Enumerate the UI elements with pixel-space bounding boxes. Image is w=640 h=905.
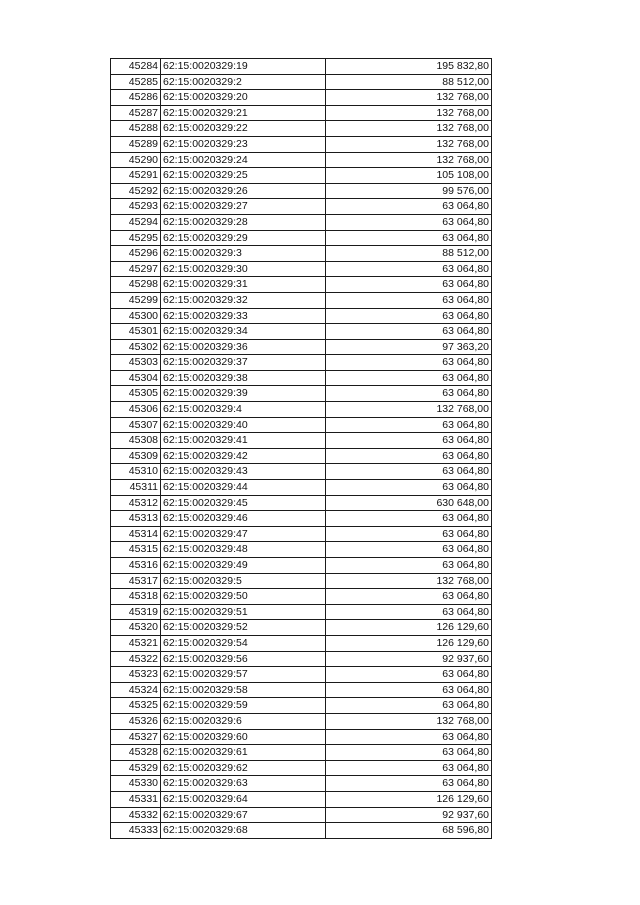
cadastral-value-cell: 63 064,80 <box>326 589 492 605</box>
cadastral-value-cell: 63 064,80 <box>326 604 492 620</box>
table-row <box>111 542 492 558</box>
row-number-cell: 45287 <box>111 105 161 121</box>
row-number-cell: 45315 <box>111 542 161 558</box>
cadastral-value-cell: 63 064,80 <box>326 199 492 215</box>
row-number-cell: 45290 <box>111 152 161 168</box>
cadastral-number-cell: 62:15:0020329:51 <box>161 604 326 620</box>
cadastral-number-cell: 62:15:0020329:34 <box>161 324 326 340</box>
table-row <box>111 324 492 340</box>
cadastral-value-cell: 126 129,60 <box>326 635 492 651</box>
cadastral-number-cell: 62:15:0020329:29 <box>161 230 326 246</box>
cadastral-value-cell: 132 768,00 <box>326 152 492 168</box>
table-row <box>111 495 492 511</box>
row-number-cell: 45292 <box>111 183 161 199</box>
table-row <box>111 183 492 199</box>
cadastral-value-cell: 132 768,00 <box>326 573 492 589</box>
row-number-cell: 45325 <box>111 698 161 714</box>
cadastral-value-cell: 92 937,60 <box>326 651 492 667</box>
cadastral-number-cell: 62:15:0020329:59 <box>161 698 326 714</box>
table-row <box>111 448 492 464</box>
cadastral-number-cell: 62:15:0020329:24 <box>161 152 326 168</box>
row-number-cell: 45306 <box>111 402 161 418</box>
row-number-cell: 45305 <box>111 386 161 402</box>
row-number-cell: 45322 <box>111 651 161 667</box>
row-number-cell: 45311 <box>111 480 161 496</box>
cadastral-number-cell: 62:15:0020329:23 <box>161 136 326 152</box>
row-number-cell: 45284 <box>111 59 161 75</box>
cadastral-value-cell: 63 064,80 <box>326 526 492 542</box>
cadastral-number-cell: 62:15:0020329:3 <box>161 246 326 262</box>
table-row <box>111 698 492 714</box>
cadastral-number-cell: 62:15:0020329:6 <box>161 713 326 729</box>
table-row <box>111 823 492 839</box>
cadastral-value-cell: 63 064,80 <box>326 542 492 558</box>
row-number-cell: 45327 <box>111 729 161 745</box>
table-row <box>111 651 492 667</box>
row-number-cell: 45326 <box>111 713 161 729</box>
cadastral-number-cell: 62:15:0020329:30 <box>161 261 326 277</box>
table-row <box>111 121 492 137</box>
cadastral-number-cell: 62:15:0020329:61 <box>161 745 326 761</box>
cadastral-number-cell: 62:15:0020329:45 <box>161 495 326 511</box>
cadastral-value-cell: 63 064,80 <box>326 433 492 449</box>
cadastral-value-cell: 63 064,80 <box>326 277 492 293</box>
cadastral-value-cell: 63 064,80 <box>326 558 492 574</box>
table-row <box>111 246 492 262</box>
cadastral-value-cell: 63 064,80 <box>326 776 492 792</box>
table-row <box>111 667 492 683</box>
row-number-cell: 45319 <box>111 604 161 620</box>
row-number-cell: 45320 <box>111 620 161 636</box>
cadastral-value-cell: 63 064,80 <box>326 292 492 308</box>
cadastral-number-cell: 62:15:0020329:27 <box>161 199 326 215</box>
table-row <box>111 214 492 230</box>
cadastral-number-cell: 62:15:0020329:62 <box>161 760 326 776</box>
row-number-cell: 45309 <box>111 448 161 464</box>
table-row <box>111 402 492 418</box>
cadastral-value-cell: 63 064,80 <box>326 261 492 277</box>
cadastral-number-cell: 62:15:0020329:40 <box>161 417 326 433</box>
cadastral-number-cell: 62:15:0020329:22 <box>161 121 326 137</box>
row-number-cell: 45323 <box>111 667 161 683</box>
cadastral-number-cell: 62:15:0020329:37 <box>161 355 326 371</box>
cadastral-number-cell: 62:15:0020329:43 <box>161 464 326 480</box>
cadastral-value-table <box>110 58 492 839</box>
table-row <box>111 152 492 168</box>
cadastral-value-cell: 63 064,80 <box>326 417 492 433</box>
row-number-cell: 45288 <box>111 121 161 137</box>
row-number-cell: 45291 <box>111 168 161 184</box>
table-row <box>111 355 492 371</box>
cadastral-number-cell: 62:15:0020329:2 <box>161 74 326 90</box>
row-number-cell: 45295 <box>111 230 161 246</box>
cadastral-number-cell: 62:15:0020329:68 <box>161 823 326 839</box>
cadastral-number-cell: 62:15:0020329:38 <box>161 370 326 386</box>
cadastral-value-cell: 63 064,80 <box>326 464 492 480</box>
row-number-cell: 45285 <box>111 74 161 90</box>
cadastral-number-cell: 62:15:0020329:64 <box>161 791 326 807</box>
cadastral-number-cell: 62:15:0020329:48 <box>161 542 326 558</box>
cadastral-value-cell: 105 108,00 <box>326 168 492 184</box>
row-number-cell: 45303 <box>111 355 161 371</box>
table-row <box>111 168 492 184</box>
row-number-cell: 45296 <box>111 246 161 262</box>
row-number-cell: 45299 <box>111 292 161 308</box>
table-row <box>111 776 492 792</box>
row-number-cell: 45310 <box>111 464 161 480</box>
cadastral-value-cell: 63 064,80 <box>326 480 492 496</box>
row-number-cell: 45316 <box>111 558 161 574</box>
table-row <box>111 729 492 745</box>
cadastral-number-cell: 62:15:0020329:41 <box>161 433 326 449</box>
table-row <box>111 90 492 106</box>
row-number-cell: 45286 <box>111 90 161 106</box>
row-number-cell: 45328 <box>111 745 161 761</box>
cadastral-value-cell: 88 512,00 <box>326 246 492 262</box>
row-number-cell: 45294 <box>111 214 161 230</box>
cadastral-number-cell: 62:15:0020329:47 <box>161 526 326 542</box>
cadastral-value-cell: 63 064,80 <box>326 230 492 246</box>
row-number-cell: 45302 <box>111 339 161 355</box>
row-number-cell: 45307 <box>111 417 161 433</box>
cadastral-number-cell: 62:15:0020329:33 <box>161 308 326 324</box>
table-row <box>111 59 492 75</box>
row-number-cell: 45324 <box>111 682 161 698</box>
cadastral-value-cell: 88 512,00 <box>326 74 492 90</box>
cadastral-number-cell: 62:15:0020329:42 <box>161 448 326 464</box>
table-row <box>111 308 492 324</box>
cadastral-number-cell: 62:15:0020329:20 <box>161 90 326 106</box>
cadastral-number-cell: 62:15:0020329:28 <box>161 214 326 230</box>
row-number-cell: 45297 <box>111 261 161 277</box>
cadastral-value-cell: 132 768,00 <box>326 121 492 137</box>
cadastral-value-cell: 63 064,80 <box>326 698 492 714</box>
table-row <box>111 526 492 542</box>
cadastral-number-cell: 62:15:0020329:31 <box>161 277 326 293</box>
cadastral-value-cell: 97 363,20 <box>326 339 492 355</box>
cadastral-number-cell: 62:15:0020329:57 <box>161 667 326 683</box>
cadastral-value-cell: 630 648,00 <box>326 495 492 511</box>
cadastral-number-cell: 62:15:0020329:56 <box>161 651 326 667</box>
cadastral-number-cell: 62:15:0020329:36 <box>161 339 326 355</box>
cadastral-value-cell: 63 064,80 <box>326 214 492 230</box>
cadastral-number-cell: 62:15:0020329:21 <box>161 105 326 121</box>
table-row <box>111 791 492 807</box>
row-number-cell: 45332 <box>111 807 161 823</box>
cadastral-number-cell: 62:15:0020329:67 <box>161 807 326 823</box>
row-number-cell: 45330 <box>111 776 161 792</box>
cadastral-value-cell: 63 064,80 <box>326 682 492 698</box>
cadastral-value-cell: 63 064,80 <box>326 511 492 527</box>
table-row <box>111 745 492 761</box>
cadastral-value-cell: 63 064,80 <box>326 745 492 761</box>
cadastral-value-cell: 63 064,80 <box>326 667 492 683</box>
cadastral-value-cell: 68 596,80 <box>326 823 492 839</box>
cadastral-number-cell: 62:15:0020329:39 <box>161 386 326 402</box>
row-number-cell: 45313 <box>111 511 161 527</box>
row-number-cell: 45304 <box>111 370 161 386</box>
table-row <box>111 417 492 433</box>
row-number-cell: 45314 <box>111 526 161 542</box>
cadastral-value-cell: 63 064,80 <box>326 308 492 324</box>
cadastral-number-cell: 62:15:0020329:32 <box>161 292 326 308</box>
table-row <box>111 760 492 776</box>
cadastral-number-cell: 62:15:0020329:26 <box>161 183 326 199</box>
cadastral-number-cell: 62:15:0020329:44 <box>161 480 326 496</box>
cadastral-value-cell: 63 064,80 <box>326 324 492 340</box>
table-row <box>111 199 492 215</box>
table-row <box>111 136 492 152</box>
table-row <box>111 558 492 574</box>
cadastral-number-cell: 62:15:0020329:25 <box>161 168 326 184</box>
table-row <box>111 635 492 651</box>
cadastral-value-cell: 132 768,00 <box>326 105 492 121</box>
cadastral-number-cell: 62:15:0020329:49 <box>161 558 326 574</box>
cadastral-number-cell: 62:15:0020329:46 <box>161 511 326 527</box>
table-body <box>111 59 492 839</box>
table-row <box>111 230 492 246</box>
cadastral-value-cell: 99 576,00 <box>326 183 492 199</box>
cadastral-value-cell: 126 129,60 <box>326 620 492 636</box>
cadastral-value-cell: 126 129,60 <box>326 791 492 807</box>
cadastral-value-cell: 132 768,00 <box>326 90 492 106</box>
cadastral-value-cell: 63 064,80 <box>326 729 492 745</box>
row-number-cell: 45300 <box>111 308 161 324</box>
table-row <box>111 682 492 698</box>
cadastral-value-cell: 63 064,80 <box>326 386 492 402</box>
table-row <box>111 604 492 620</box>
table-row <box>111 589 492 605</box>
cadastral-number-cell: 62:15:0020329:63 <box>161 776 326 792</box>
table-row <box>111 261 492 277</box>
cadastral-number-cell: 62:15:0020329:4 <box>161 402 326 418</box>
cadastral-number-cell: 62:15:0020329:58 <box>161 682 326 698</box>
table-row <box>111 370 492 386</box>
table-row <box>111 74 492 90</box>
cadastral-value-cell: 195 832,80 <box>326 59 492 75</box>
table-row <box>111 433 492 449</box>
cadastral-value-cell: 63 064,80 <box>326 760 492 776</box>
cadastral-number-cell: 62:15:0020329:50 <box>161 589 326 605</box>
cadastral-number-cell: 62:15:0020329:60 <box>161 729 326 745</box>
table-row <box>111 277 492 293</box>
cadastral-value-cell: 63 064,80 <box>326 355 492 371</box>
row-number-cell: 45312 <box>111 495 161 511</box>
table-row <box>111 620 492 636</box>
row-number-cell: 45333 <box>111 823 161 839</box>
cadastral-number-cell: 62:15:0020329:19 <box>161 59 326 75</box>
row-number-cell: 45317 <box>111 573 161 589</box>
table-row <box>111 573 492 589</box>
table-row <box>111 386 492 402</box>
row-number-cell: 45318 <box>111 589 161 605</box>
table-row <box>111 480 492 496</box>
row-number-cell: 45331 <box>111 791 161 807</box>
row-number-cell: 45321 <box>111 635 161 651</box>
cadastral-value-cell: 132 768,00 <box>326 136 492 152</box>
table-row <box>111 292 492 308</box>
cadastral-value-cell: 92 937,60 <box>326 807 492 823</box>
cadastral-value-cell: 63 064,80 <box>326 370 492 386</box>
table-row <box>111 807 492 823</box>
row-number-cell: 45293 <box>111 199 161 215</box>
table-row <box>111 713 492 729</box>
row-number-cell: 45289 <box>111 136 161 152</box>
cadastral-value-cell: 63 064,80 <box>326 448 492 464</box>
row-number-cell: 45301 <box>111 324 161 340</box>
table-row <box>111 511 492 527</box>
row-number-cell: 45308 <box>111 433 161 449</box>
table-row <box>111 464 492 480</box>
row-number-cell: 45298 <box>111 277 161 293</box>
cadastral-value-cell: 132 768,00 <box>326 402 492 418</box>
cadastral-number-cell: 62:15:0020329:52 <box>161 620 326 636</box>
table-row <box>111 339 492 355</box>
cadastral-value-cell: 132 768,00 <box>326 713 492 729</box>
cadastral-number-cell: 62:15:0020329:54 <box>161 635 326 651</box>
cadastral-number-cell: 62:15:0020329:5 <box>161 573 326 589</box>
row-number-cell: 45329 <box>111 760 161 776</box>
table-row <box>111 105 492 121</box>
